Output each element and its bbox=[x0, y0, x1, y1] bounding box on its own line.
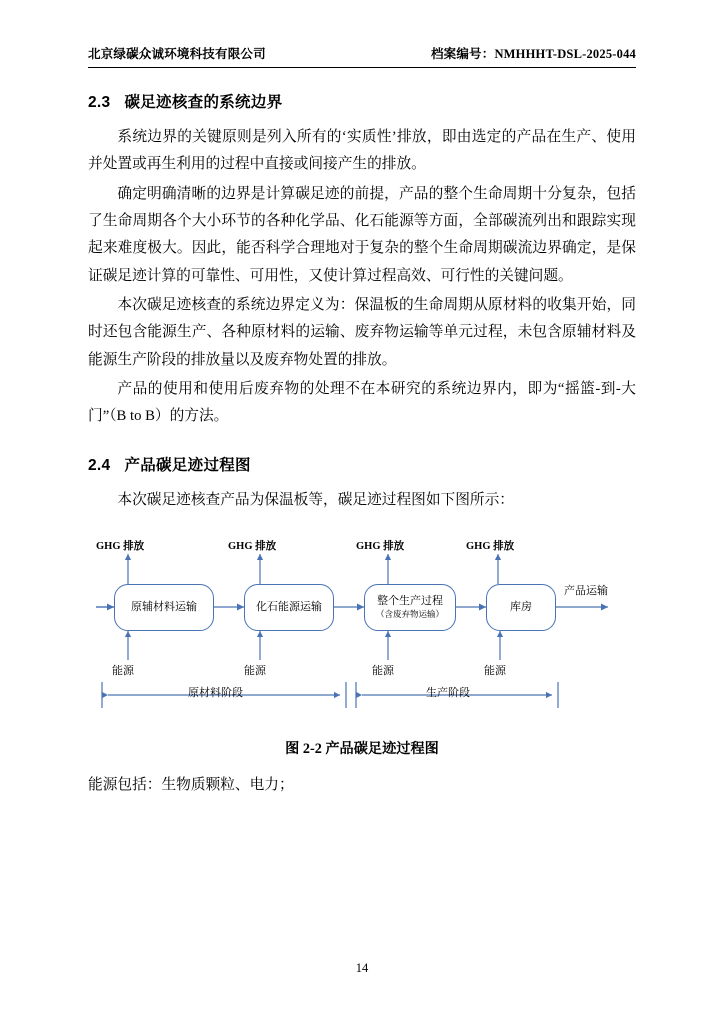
ghg-label-4: GHG 排放 bbox=[466, 541, 515, 553]
section-number-2-4: 2.4 bbox=[88, 456, 111, 474]
paragraph-2-3-3: 本次碳足迹核查的系统边界定义为：保温板的生命周期从原材料的收集开始，同时还包含能源生产、各种原材料的运输、废弃物运输等单元过程，未包含原辅材料及能源生产阶段的排放量以及废弃物处置的排放。 bbox=[88, 297, 636, 368]
page-header bbox=[88, 44, 636, 68]
figure-caption: 图 2-2 产品碳足迹过程图 bbox=[285, 741, 439, 758]
phase-label-production: 生产阶段 bbox=[426, 687, 470, 700]
section-title-2-3: 碳足迹核查的系统边界 bbox=[124, 94, 283, 111]
energy-label-4: 能源 bbox=[484, 665, 506, 678]
energy-note: 能源包括：生物质颗粒、电力； bbox=[88, 777, 294, 794]
process-flow-figure bbox=[88, 532, 636, 732]
page-number: 14 bbox=[355, 961, 369, 975]
process-box-label-1: 原辅材料运输 bbox=[131, 601, 197, 614]
process-box-label-2: 化石能源运输 bbox=[256, 601, 322, 614]
section-number-2-3: 2.3 bbox=[88, 94, 111, 111]
header-archive bbox=[431, 44, 636, 62]
section-heading-2-4 bbox=[88, 453, 636, 475]
header-archive-label: 档案编号： bbox=[430, 47, 495, 61]
paragraph-2-3-2: 确定明确清晰的边界是计算碳足迹的前提，产品的整个生命周期十分复杂，包括了生命周期各个大小环节的各种化学品、化石能源等方面，全部碳流列出和跟踪实现起来难度极大。因此，能否科学合理地对于复杂的整个生命周期碳流边界确定，是保证碳足迹计算的可靠性、可用性，又使计算过程高效、可行性的关键问题。 bbox=[88, 185, 636, 284]
energy-label-1: 能源 bbox=[112, 665, 134, 678]
section-title-2-4: 产品碳足迹过程图 bbox=[124, 456, 251, 474]
process-box-sublabel-3: （含废弃物运输） bbox=[375, 609, 444, 620]
paragraph-2-4-1: 本次碳足迹核查产品为保温板等，碳足迹过程图如下图所示： bbox=[117, 491, 514, 508]
process-box-raw-material-transport bbox=[114, 584, 214, 631]
section-heading-2-3 bbox=[88, 90, 636, 112]
process-box-label-3: 整个生产过程 bbox=[377, 595, 443, 608]
process-box-label-4: 库房 bbox=[510, 601, 532, 614]
process-box-fossil-energy-transport bbox=[244, 584, 334, 631]
paragraph-2-3-4: 产品的使用和使用后废弃物的处理不在本研究的系统边界内，即为“摇篮-到-大门”（B to B）的方法。 bbox=[88, 381, 636, 425]
header-archive-code: NMHHHT-DSL-2025-044 bbox=[494, 47, 636, 61]
ghg-label-2: GHG 排放 bbox=[228, 541, 277, 553]
figure-connectors bbox=[88, 532, 636, 732]
energy-label-2: 能源 bbox=[244, 665, 266, 678]
process-box-warehouse bbox=[486, 584, 556, 631]
ghg-label-1: GHG 排放 bbox=[96, 541, 145, 553]
header-company: 北京绿碳众诚环境科技有限公司 bbox=[88, 47, 266, 61]
process-box-production bbox=[364, 584, 456, 631]
phase-label-raw-material: 原材料阶段 bbox=[188, 687, 243, 700]
paragraph-2-3-1: 系统边界的关键原则是列入所有的‘实质性’排放，即由选定的产品在生产、使用并处置或再生利用的过程中直接或间接产生的排放。 bbox=[88, 129, 636, 173]
energy-label-3: 能源 bbox=[372, 665, 394, 678]
ghg-label-3: GHG 排放 bbox=[356, 541, 405, 553]
page-content bbox=[88, 44, 636, 799]
output-label-product-transport: 产品运输 bbox=[564, 585, 608, 598]
